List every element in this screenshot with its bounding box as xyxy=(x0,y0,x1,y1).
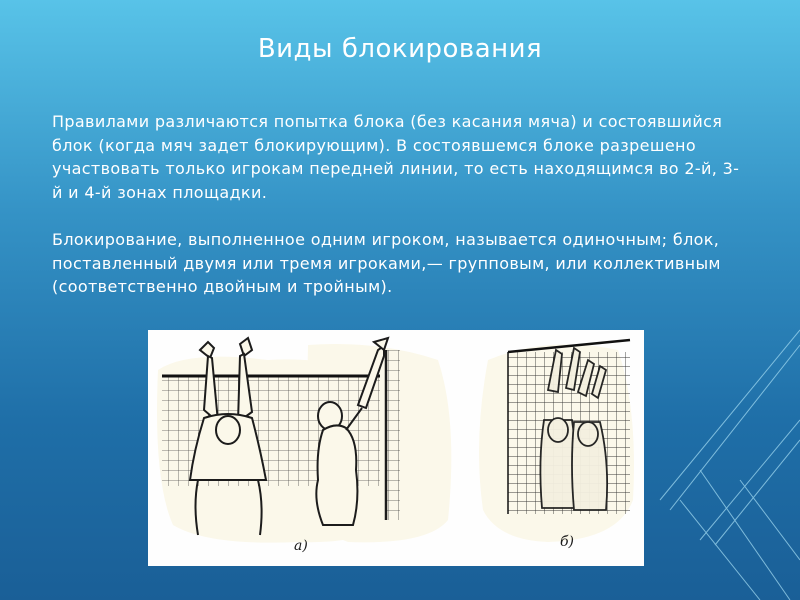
figure-label-a: а) xyxy=(294,538,308,554)
paragraph-rules: Правилами различаются попытка блока (без касания мяча) и состоявшийся блок (когда мяч задет блокирующим). В состоявшемся блоке разрешено участвовать только игрокам передней линии, то есть находящимся во 2-й, 3-й и 4-й зонах площадки. xyxy=(52,112,740,202)
blocking-illustration xyxy=(148,330,644,566)
blocking-illustration-drawing xyxy=(148,330,644,566)
slide-title: Виды блокирования xyxy=(257,34,543,64)
paragraph-block-types: Блокирование, выполненное одним игроком, называется одиночным; блок, поставленный двумя или тремя игроками,— групповым, или коллективным (соответственно двойным и тройным). xyxy=(52,230,721,296)
slide-body xyxy=(52,110,742,323)
figure-label-b: б) xyxy=(560,534,575,550)
